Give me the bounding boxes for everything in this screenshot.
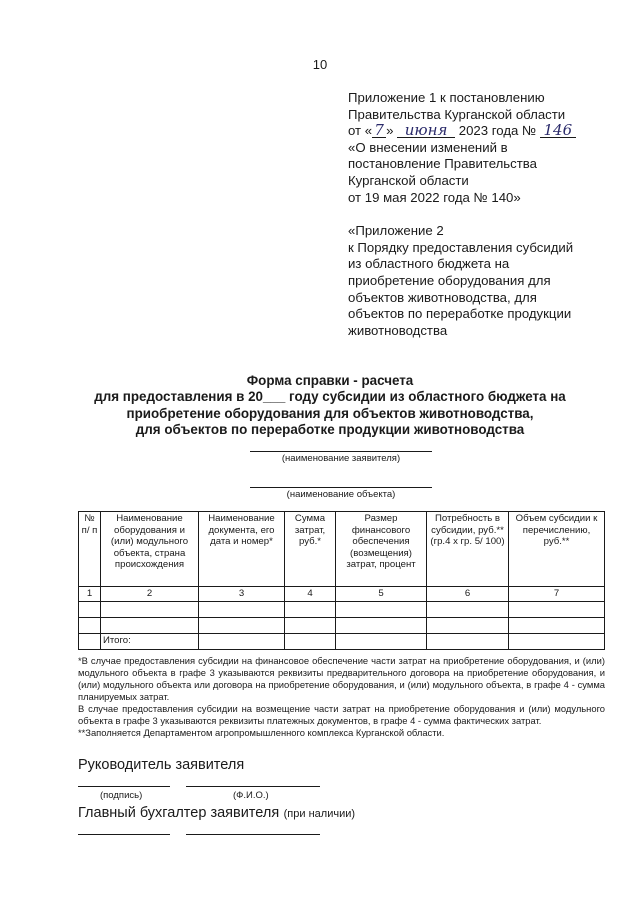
table-cell[interactable] bbox=[199, 633, 285, 649]
accountant-note: (при наличии) bbox=[283, 808, 356, 820]
handwritten-month: июня bbox=[397, 123, 455, 138]
table-cell[interactable] bbox=[79, 633, 101, 649]
footnote: В случае предоставления субсидии на возмещение части затрат на приобретение оборудования и (или) модульного объекта в графе 3 указываются реквизиты платежных документов, в графе 4 - сумма фактических затрат. bbox=[78, 703, 605, 726]
title-line: приобретение оборудования для объектов животноводства, bbox=[126, 405, 534, 421]
appendix-line: Приложение 1 к постановлению bbox=[348, 90, 545, 105]
table-cell[interactable] bbox=[285, 601, 336, 617]
table-cell[interactable] bbox=[509, 601, 605, 617]
table-cell[interactable] bbox=[427, 633, 509, 649]
header-cell: Объем субсидии к перечислению, руб.** bbox=[509, 512, 605, 587]
table-cell[interactable] bbox=[427, 617, 509, 633]
title-line: для объектов по переработке продукции животноводства bbox=[135, 422, 525, 438]
table-cell[interactable] bbox=[101, 617, 199, 633]
applicant-name-field[interactable] bbox=[250, 451, 432, 464]
total-label: Итого: bbox=[101, 633, 199, 649]
appendix-line: «О внесении изменений в bbox=[348, 139, 508, 155]
table-cell[interactable] bbox=[509, 617, 605, 633]
table-cell[interactable] bbox=[101, 601, 199, 617]
handwritten-number: 146 bbox=[540, 123, 576, 138]
table-cell[interactable] bbox=[285, 617, 336, 633]
applicant-name-caption: (наименование заявителя) bbox=[281, 453, 401, 464]
column-number-row bbox=[79, 587, 605, 602]
header-cell: Сумма затрат, руб.* bbox=[285, 512, 336, 587]
table-cell[interactable] bbox=[199, 601, 285, 617]
handwritten-day: 7 bbox=[372, 123, 386, 138]
table-cell[interactable] bbox=[336, 617, 427, 633]
column-number: 4 bbox=[285, 587, 336, 602]
signature-captions bbox=[78, 790, 398, 804]
annex-line: приобретение оборудования для bbox=[348, 272, 551, 288]
applicant-name-line bbox=[250, 451, 432, 452]
annex-line: животноводства bbox=[348, 322, 448, 338]
head-signature-row bbox=[78, 756, 398, 780]
object-name-line bbox=[250, 487, 432, 488]
table-row[interactable] bbox=[79, 601, 605, 617]
footnote: **Заполняется Департаментом агропромышленного комплекса Курганской области. bbox=[78, 727, 445, 738]
calculation-table bbox=[78, 511, 605, 650]
column-number: 7 bbox=[509, 587, 605, 602]
accountant-title: Главный бухгалтер заявителя bbox=[78, 805, 280, 821]
title-line: для предоставления в 20___ году субсидии из областного бюджета на bbox=[94, 389, 566, 405]
annex-line: объектов по переработке продукции bbox=[348, 306, 572, 322]
form-title bbox=[60, 373, 600, 439]
header-cell: Потребность в субсидии, руб.** (гр.4 х гр. 5/ 100) bbox=[427, 512, 509, 587]
column-number: 1 bbox=[79, 587, 101, 602]
total-row[interactable] bbox=[79, 633, 605, 649]
header-cell: Наименование оборудования и (или) модульного объекта, страна происхождения bbox=[101, 512, 199, 587]
annex-line: «Приложение 2 bbox=[348, 223, 444, 239]
name-line[interactable] bbox=[186, 786, 320, 787]
appendix-block bbox=[348, 90, 608, 339]
table-cell[interactable] bbox=[79, 617, 101, 633]
column-number: 2 bbox=[101, 587, 199, 602]
title-line: Форма справки - расчета bbox=[246, 373, 414, 388]
annex-line: к Порядку предоставления субсидий bbox=[348, 239, 574, 255]
page-number: 10 bbox=[312, 57, 328, 72]
table-cell[interactable] bbox=[79, 601, 101, 617]
column-number: 6 bbox=[427, 587, 509, 602]
table-cell[interactable] bbox=[509, 633, 605, 649]
date-prefix: от « bbox=[348, 123, 373, 139]
accountant-signature-row bbox=[78, 804, 398, 828]
column-number: 5 bbox=[336, 587, 427, 602]
table-cell[interactable] bbox=[427, 601, 509, 617]
appendix-line: постановление Правительства bbox=[348, 156, 537, 172]
table-cell[interactable] bbox=[285, 633, 336, 649]
header-cell: Размер финансового обеспечения (возмещения) затрат, процент bbox=[336, 512, 427, 587]
table-row[interactable] bbox=[79, 617, 605, 633]
appendix-line: Курганской области bbox=[348, 172, 469, 188]
annex-line: объектов животноводства, для bbox=[348, 289, 537, 305]
table-cell[interactable] bbox=[336, 601, 427, 617]
header-cell: № п/ п bbox=[79, 512, 101, 587]
object-name-field[interactable] bbox=[250, 487, 432, 500]
signature-line[interactable] bbox=[78, 786, 170, 787]
signature-block bbox=[78, 756, 398, 828]
name-line[interactable] bbox=[186, 834, 320, 835]
annex-line: из областного бюджета на bbox=[348, 256, 510, 272]
date-mid: » bbox=[386, 123, 398, 139]
table-header-row bbox=[79, 512, 605, 587]
table-cell[interactable] bbox=[199, 617, 285, 633]
date-suffix: 2023 года № bbox=[455, 123, 537, 139]
header-cell: Наименование документа, его дата и номер* bbox=[199, 512, 285, 587]
appendix-line: от 19 мая 2022 года № 140» bbox=[348, 189, 521, 205]
table-cell[interactable] bbox=[336, 633, 427, 649]
column-number: 3 bbox=[199, 587, 285, 602]
appendix-line: Правительства Курганской области bbox=[348, 106, 566, 122]
footnotes bbox=[78, 655, 605, 739]
head-title: Руководитель заявителя bbox=[78, 757, 245, 773]
name-caption: (Ф.И.О.) bbox=[233, 790, 269, 801]
signature-caption: (подпись) bbox=[100, 790, 143, 801]
object-name-caption: (наименование объекта) bbox=[286, 489, 396, 500]
footnote: *В случае предоставления субсидии на финансовое обеспечение части затрат на приобретение оборудования, и (или) модульного объекта в графе 3 указываются реквизиты предварительного договора на приобретение оборудования, и (или) модульного объекта или договора на приобретение оборудования, и (или) модульного объекта, в графе 4 - сумма планируемых затрат. bbox=[78, 655, 605, 702]
appendix-date-line bbox=[348, 123, 608, 140]
signature-line[interactable] bbox=[78, 834, 170, 835]
